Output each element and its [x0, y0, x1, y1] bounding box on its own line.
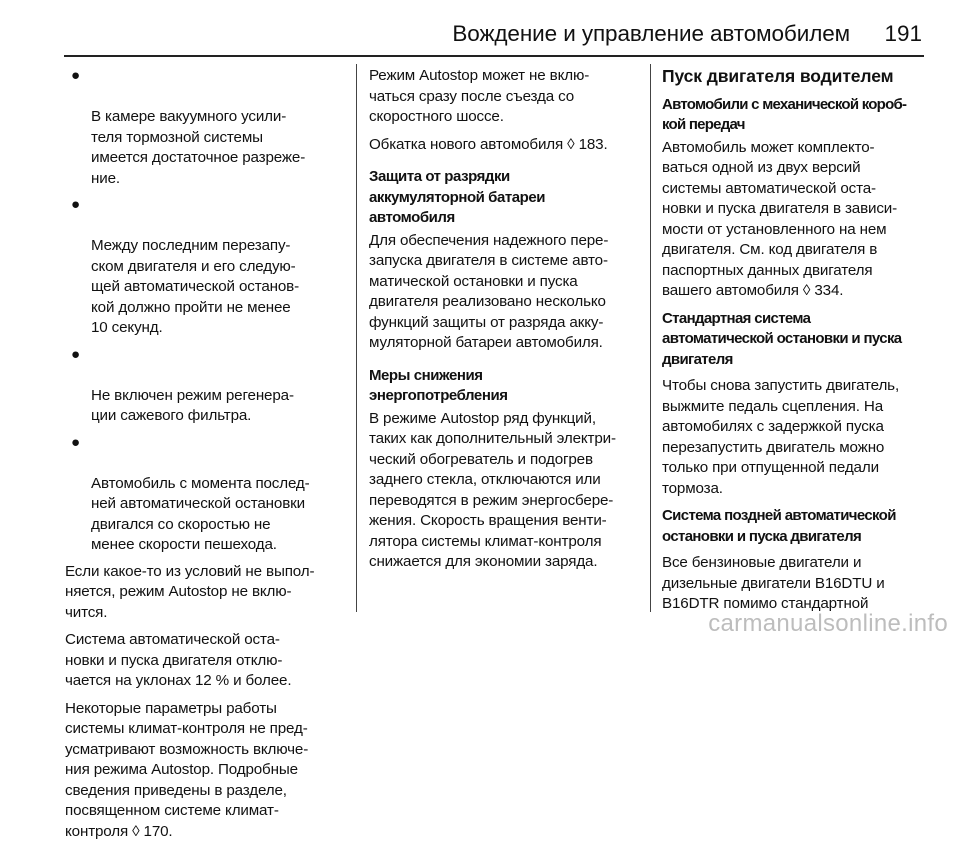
paragraph: Автомобиль может комплекто- ваться одной из двух версий системы автоматической оста- новки и пуска двигателя в зависи- мости от установленного на нем двигателя. См. код двигателя в паспортных данных двигателя вашего автомобиля ◊ 334.: [662, 138, 898, 299]
header-divider: [64, 55, 924, 57]
paragraph: Если какое-то из условий не выпол- няется, режим Autostop не вклю- чится.: [65, 562, 315, 621]
paragraph: Система автоматической оста- новки и пуска двигателя отклю- чается на уклонах 12 % и более.: [65, 631, 292, 689]
bullet-icon: ●: [71, 67, 81, 84]
paragraph: Обкатка нового автомобиля ◊ 183.: [369, 135, 608, 153]
paragraph: Режим Autostop может не вклю- чаться сразу после съезда со скоростного шоссе.: [369, 67, 590, 125]
paragraph: Для обеспечения надежного пере- запуска двигателя в системе авто- матической остановки и пуска двигателя реализовано несколько функций защиты от разряда акку- муляторной батареи автомобиля.: [369, 231, 609, 351]
column-divider: [356, 64, 357, 612]
subheading: Система поздней автоматической остановки и пуска двигателя: [662, 507, 896, 545]
list-item-text: Между последним перезапу- ском двигателя и его следую- щей автоматической останов- кой должно пройти не менее 10 секунд.: [91, 237, 299, 336]
subheading: Автомобили с механической короб- кой передач: [662, 95, 907, 133]
page-number: 191: [884, 21, 922, 46]
page-header: [0, 0, 960, 58]
bullet-icon: ●: [71, 345, 81, 363]
paragraph: Некоторые параметры работы системы климат-контроля не пред- усматривают возможность включе- ния режима Autostop. Подробные сведения приведены в разделе, посвященном системе климат- контроля ◊ 170.: [65, 699, 309, 840]
list-item: [65, 433, 347, 556]
list-item: [65, 345, 347, 427]
list-item-text: Автомобиль с момента послед- ней автоматической остановки двигался со скоростью не менее скорости пешехода.: [91, 474, 310, 553]
column-right: [662, 66, 930, 622]
page-title: Вождение и управление автомобилем: [452, 21, 850, 46]
paragraph: В режиме Autostop ряд функций, таких как дополнительный электри- ческий обогреватель и подогрев заднего стекла, отключаются или переводятся в режим энергосбере- жения. Скорость вращения венти- лятора системы климат-контроля снижается для экономии заряда.: [369, 409, 616, 570]
watermark: carmanualsonline.info: [708, 610, 948, 637]
paragraph: Чтобы снова запустить двигатель, выжмите педаль сцепления. На автомобилях с задержкой пуска перезапустить двигатель можно только при отпущенной педали тормоза.: [662, 377, 900, 497]
column-left: [65, 66, 347, 849]
list-item: [65, 66, 347, 189]
column-middle: [369, 66, 641, 580]
subheading: Меры снижения энергопотребления: [369, 366, 508, 404]
list-item-text: В камере вакуумного усили- теля тормозной системы имеется достаточное разреже- ние.: [91, 108, 306, 187]
bullet-icon: ●: [71, 433, 81, 451]
bullet-icon: ●: [71, 196, 81, 213]
paragraph: Все бензиновые двигатели и дизельные двигатели B16DTU и B16DTR помимо стандартной: [662, 554, 885, 612]
subheading: Защита от разрядки аккумуляторной батареи автомобиля: [369, 168, 546, 226]
subheading: Стандартная система автоматической остановки и пуска двигателя: [662, 309, 902, 368]
section-title: Пуск двигателя водителем: [662, 66, 894, 86]
column-divider: [650, 64, 651, 612]
list-item: [65, 195, 347, 339]
list-item-text: Не включен режим регенера- ции сажевого фильтра.: [91, 386, 294, 424]
